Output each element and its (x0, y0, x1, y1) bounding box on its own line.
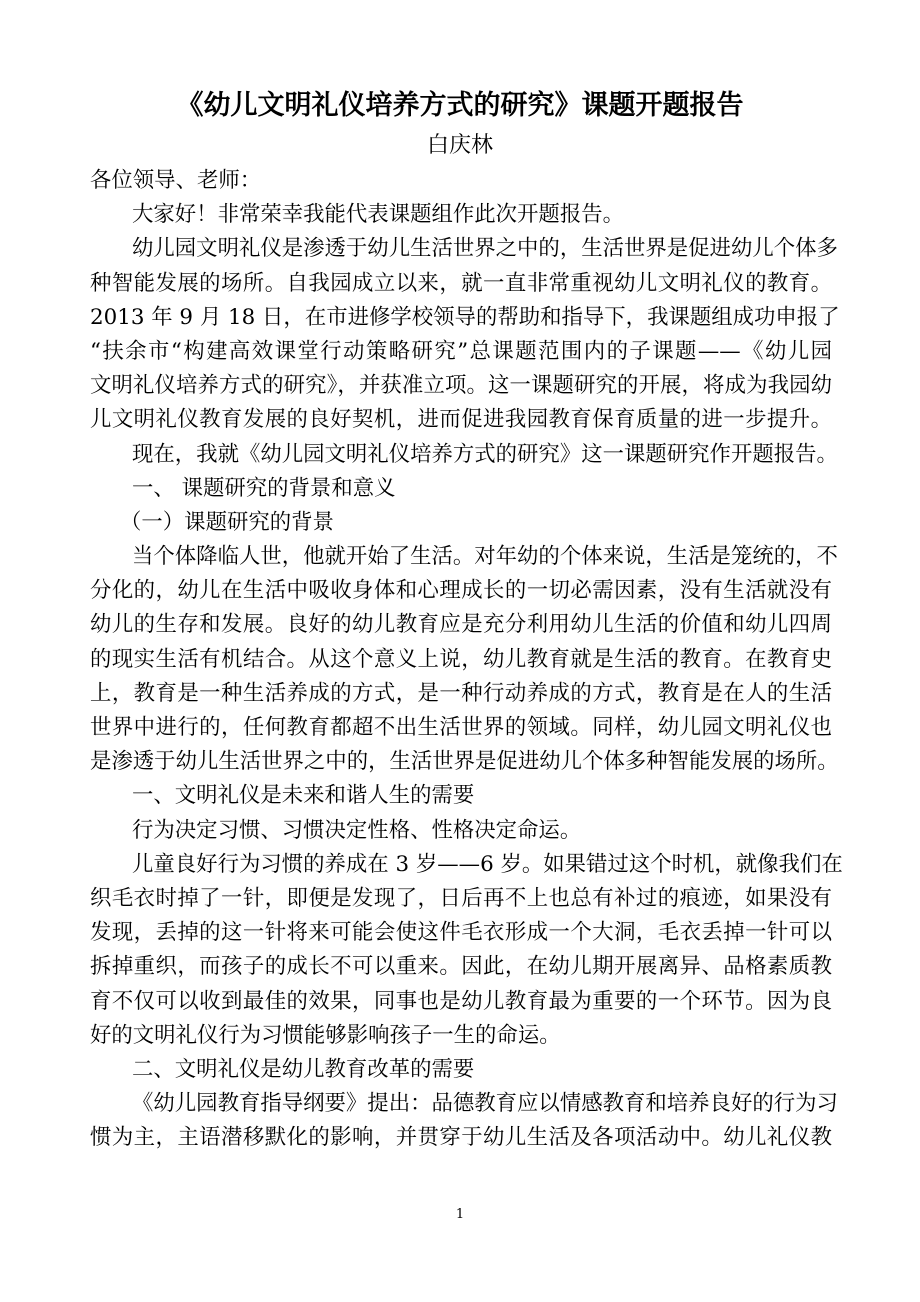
body-line: 二、文明礼仪是幼儿教育改革的需要 (132, 1056, 475, 1082)
body-line: 世界中进行的，任何教育都超不出生活世界的领域。同样，幼儿园文明礼仪也 (90, 715, 832, 740)
body-line: 的现实生活有机结合。从这个意义上说，幼儿教育就是生活的教育。在教育史 (90, 646, 832, 672)
body-line: 一、文明礼仪是未来和谐人生的需要 (132, 783, 475, 809)
body-line: 行为决定习惯、习惯决定性格、性格决定命运。 (132, 817, 582, 843)
body-line: 各位领导、老师： (90, 168, 262, 193)
body-line: 发现，丢掉的这一针将来可能会使这件毛衣形成一个大洞，毛衣丢掉一针可以 (90, 920, 832, 946)
body-line: 惯为主，主语潜移默化的影响，并贯穿于幼儿生活及各项活动中。幼儿礼仪教 (90, 1125, 832, 1151)
body-line: 2013 年 9 月 18 日，在市进修学校领导的帮助和指导下，我课题组成功申报了 (90, 304, 840, 330)
body-line: 拆掉重织，而孩子的成长不可以重来。因此，在幼儿期开展离异、品格素质教 (90, 954, 832, 980)
body-line: 儿文明礼仪教育发展的良好契机，进而促进我园教育保育质量的进一步提升。 (90, 407, 832, 433)
body-line: 一、 课题研究的背景和意义 (132, 475, 396, 501)
body-line: 儿童良好行为习惯的养成在 3 岁——6 岁。如果错过这个时机，就像我们在 (132, 851, 843, 877)
document-body (90, 164, 843, 1155)
body-line: 好的文明礼仪行为习惯能够影响孩子一生的命运。 (90, 1022, 561, 1048)
body-line: 种智能发展的场所。自我园成立以来，就一直非常重视幼儿文明礼仪的教育。 (90, 270, 832, 296)
body-line: 上，教育是一种生活养成的方式，是一种行动养成的方式，教育是在人的生活 (90, 680, 832, 706)
body-line: 织毛衣时掉了一针，即便是发现了，日后再不上也总有补过的痕迹，如果没有 (90, 885, 832, 911)
body-line: 文明礼仪培养方式的研究》，并获准立项。这一课题研究的开展，将成为我园幼 (90, 373, 832, 399)
body-line: 大家好！非常荣幸我能代表课题组作此次开题报告。 (132, 202, 624, 228)
page-number: 1 (455, 1207, 465, 1222)
body-line: 分化的，幼儿在生活中吸收身体和心理成长的一切必需因素，没有生活就没有 (90, 578, 832, 604)
body-line: 育不仅可以收到最佳的效果，同事也是幼儿教育最为重要的一个环节。因为良 (90, 988, 832, 1014)
body-line: 当个体降临人世，他就开始了生活。对年幼的个体来说，生活是笼统的，不 (132, 544, 838, 570)
body-line: 现在，我就《幼儿园文明礼仪培养方式的研究》这一课题研究作开题报告。 (132, 441, 838, 467)
body-line: 幼儿园文明礼仪是渗透于幼儿生活世界之中的，生活世界是促进幼儿个体多 (132, 236, 838, 262)
body-line: （一）课题研究的背景 (120, 509, 334, 535)
body-line: “扶余市“构建高效课堂行动策略研究”总课题范围内的子课题——《幼儿园 (90, 338, 832, 364)
document-author: 白庆林 (426, 133, 493, 158)
document-title: 《幼儿文明礼仪培养方式的研究》课题开题报告 (176, 90, 744, 121)
body-line: 《幼儿园教育指导纲要》提出：品德教育应以情感教育和培养良好的行为习 (132, 1091, 838, 1117)
body-line: 是渗透于幼儿生活世界之中的，生活世界是促进幼儿个体多种智能发展的场所。 (90, 749, 839, 775)
body-line: 幼儿的生存和发展。良好的幼儿教育应是充分利用幼儿生活的价值和幼儿四周 (90, 612, 832, 638)
